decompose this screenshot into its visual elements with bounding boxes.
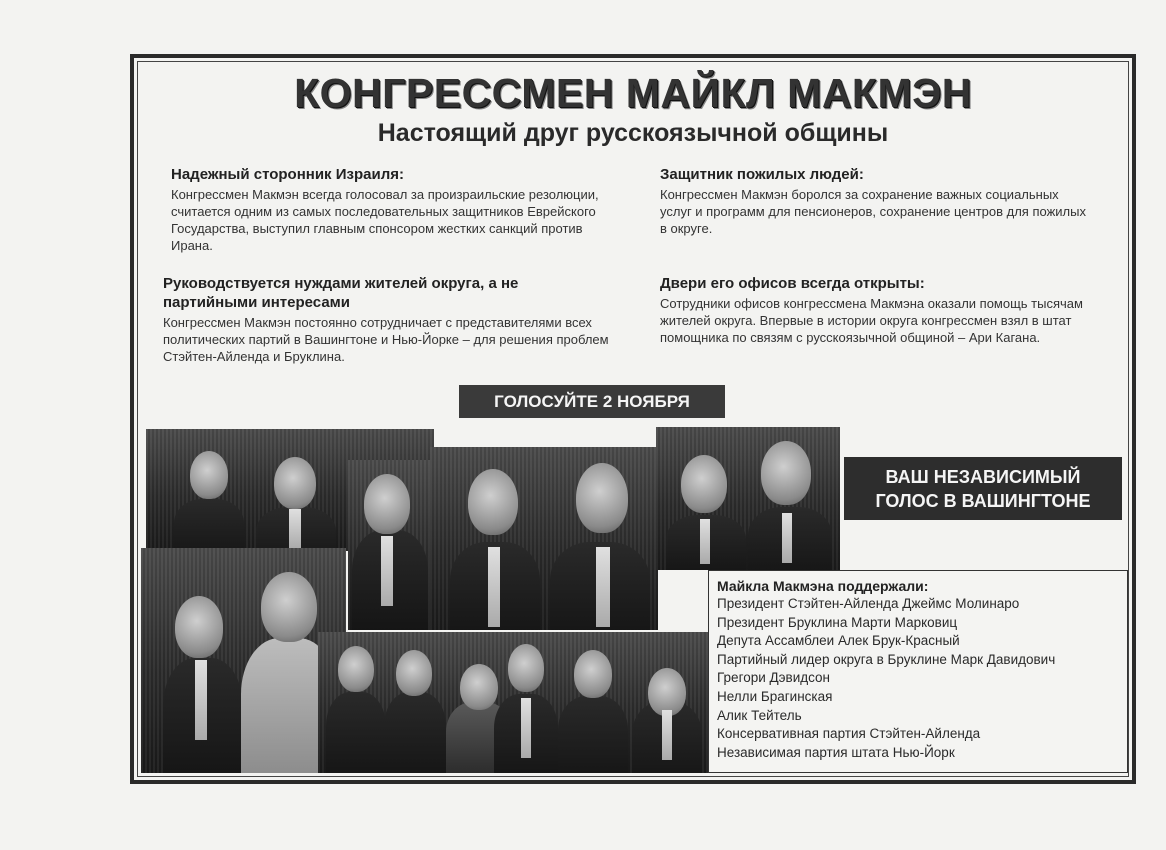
supporter-item: Партийный лидер округа в Бруклине Марк Давидович	[717, 651, 1056, 667]
photo-bottom-center	[318, 632, 708, 773]
supporter-item: Консервативная партия Стэйтен-Айленда	[717, 726, 981, 742]
section-elderly	[660, 165, 1090, 237]
supporter-item: Президент Стэйтен-Айленда Джеймс Молинаро	[717, 596, 1020, 611]
voice-banner	[844, 457, 1122, 520]
photo-top-right	[656, 427, 840, 570]
section-israel-body: Конгрессмен Макмэн всегда голосовал за произраильские резолюции, считается одним из самых последовательных защитников Еврейского Государства, выступил главным спонсором жестких санкций против Ирана.	[171, 187, 599, 253]
photo-bottom-left	[141, 548, 346, 773]
page-subtitle: Настоящий друг русскоязычной общины	[377, 119, 889, 147]
page-title: КОНГРЕССМЕН МАЙКЛ МАКМЭН	[294, 70, 972, 116]
supporter-item: Президент Бруклина Марти Марковиц	[717, 614, 958, 630]
section-district-body: Конгрессмен Макмэн постоянно сотрудничает с представителями всех политических партий в Вашингтоне и Нью-Йорке – для решения проблем Стэйтен-Айленда и Бруклина.	[163, 315, 609, 364]
section-district	[163, 274, 613, 365]
supporter-item: Депута Ассамблеи Алек Брук-Красный	[717, 633, 960, 649]
section-elderly-body: Конгрессмен Макмэн боролся за сохранение важных социальных услуг и программ для пенсионеров, сохранение центров для пожилых в округе.	[660, 187, 1086, 236]
supporters-list	[717, 595, 1127, 762]
supporter-item: Нелли Брагинская	[717, 688, 833, 704]
supporter-item: Алик Тейтель	[717, 707, 802, 723]
section-district-heading: Руководствуется нуждами жителей округа, а не партийными интересами	[163, 275, 519, 311]
supporters-box	[708, 570, 1128, 773]
section-israel-heading: Надежный сторонник Израиля:	[171, 166, 404, 183]
section-offices-heading: Двери его офисов всегда открыты:	[660, 275, 925, 292]
voice-banner-line2: ГОЛОС В ВАШИНГТОНЕ	[875, 491, 1091, 511]
supporters-heading: Майкла Макмэна поддержали:	[717, 578, 929, 594]
section-offices-body: Сотрудники офисов конгрессмена Макмэна оказали помощь тысячам жителей округа. Впервые в истории округа конгрессмен взял в штат помощника по связям с русскоязычной общиной – Ари Кагана.	[660, 296, 1083, 345]
section-israel	[171, 165, 611, 254]
voice-banner-line1: ВАШ НЕЗАВИСИМЫЙ	[885, 467, 1081, 487]
photo-top-center	[430, 447, 658, 630]
vote-banner: ГОЛОСУЙТЕ 2 НОЯБРЯ	[459, 385, 725, 418]
supporter-item: Независимая партия штата Нью-Йорк	[717, 744, 955, 760]
supporter-item: Грегори Дэвидсон	[717, 670, 830, 686]
section-offices	[660, 274, 1090, 346]
photo-middle-portrait	[348, 460, 430, 630]
section-elderly-heading: Защитник пожилых людей:	[660, 166, 864, 183]
